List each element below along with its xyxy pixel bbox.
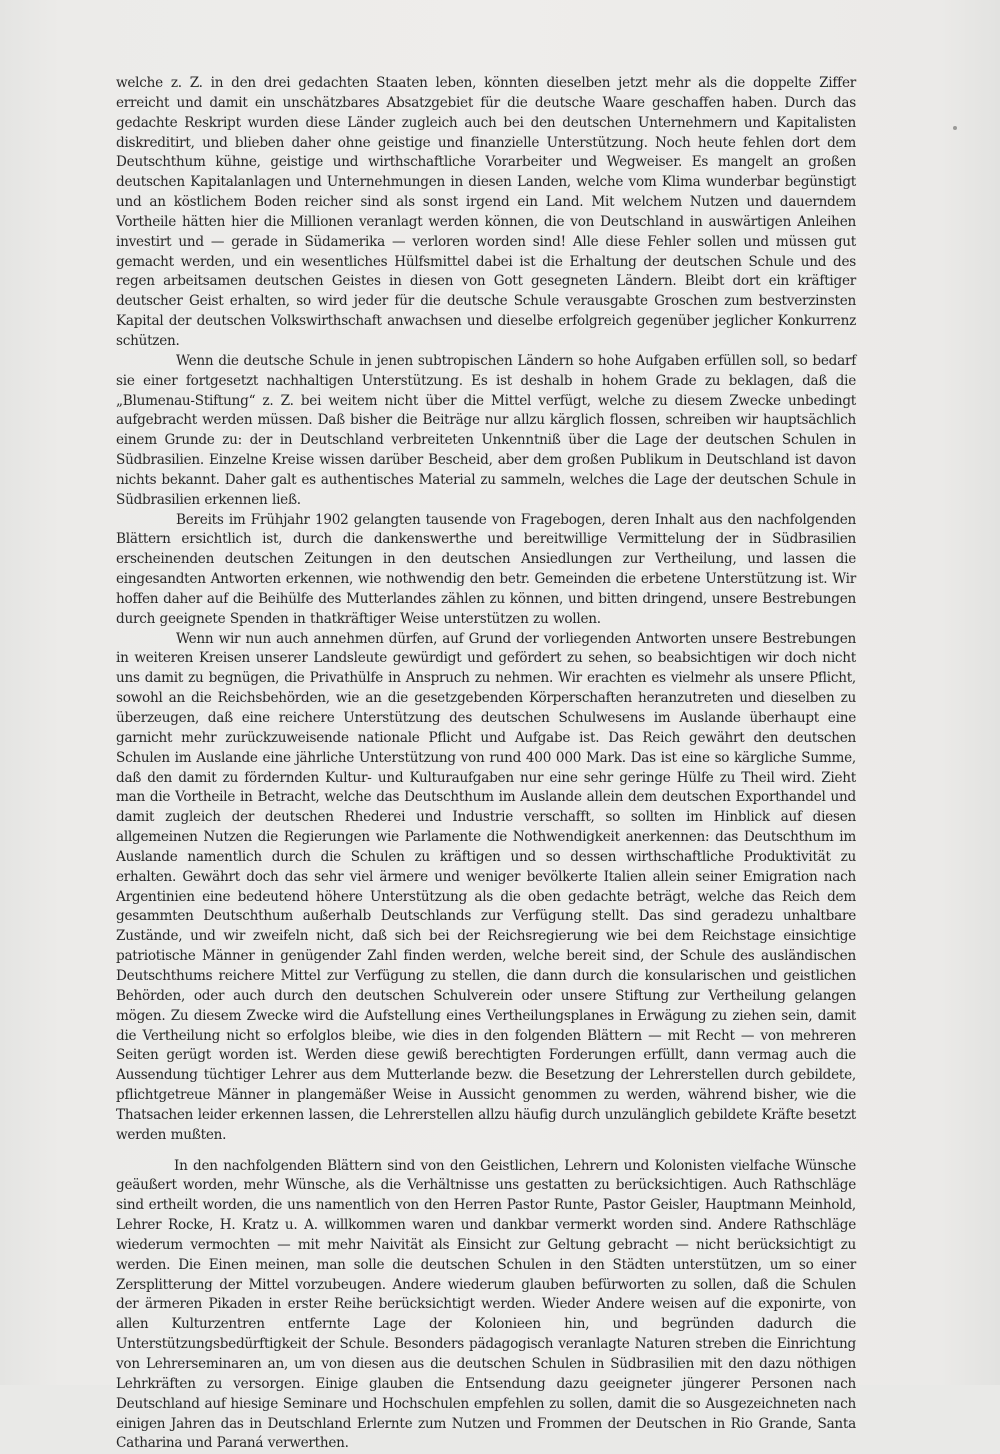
paragraph-wuensche: In den nachfolgenden Blättern sind von den Geistlichen, Lehrern und Kolonisten vielfache Wünsche geäußert worden, mehr Wünsche, als die Verhältnisse uns gestatten zu berücksichtigen. Auch Rathschläge sind ertheilt worden, die uns namentlich von den Herren Pastor Runte, Pastor Geisler, Hauptmann Meinhold, Lehrer Rocke, H. Kratz u. A. willkommen waren und dankbar vermerkt worden sind. Andere Rathschläge wiederum vermochten — mit mehr Naivität als Einsicht zur Geltung gebracht — nicht berücksichtigt zu werden. Die Einen meinen, man solle die deutschen Schulen in den Städten unterstützen, um so einer Zersplitterung der Mittel vorzubeugen. Andere wiederum glauben befürworten zu sollen, daß die Schulen der ärmeren Pikaden in erster Reihe berücksichtigt werden. Wieder Andere weisen auf die exponirte, von allen Kulturzentren entfernte Lage der Kolonieen hin, und begründen dadurch die Unterstützungsbedürftigkeit der Schule. Besonders pädagogisch veranlagte Naturen streben die Einrichtung von Lehrerseminaren an, um von diesen aus die deutschen Schulen in Südbrasilien mit den dazu nöthigen Lehrkräften zu versorgen. Einige glauben die Entsendung dazu geeigneter jüngerer Personen nach Deutschland auf hiesige Seminare und Hochschulen empfehlen zu sollen, damit die so Ausgezeichneten nach einigen Jahren das in Deutschland Erlernte zum Nutzen und Frommen der Deutschen in Rio Grande, Santa Catharina und Paraná verwerthen.	[116, 1157, 856, 1452]
margin-speck	[953, 126, 957, 130]
paragraph-fragebogen: Bereits im Frühjahr 1902 gelangten tausende von Fragebogen, deren Inhalt aus den nachfolgenden Blättern ersichtlich ist, durch die dankenswerthe und bereitwillige Vermittelung der in Südbrasilien erscheinenden deutschen Zeitungen in den deutschen Ansiedlungen zur Vertheilung, und lassen die eingesandten Antworten erkennen, wie nothwendig den betr. Gemeinden die erbetene Unterstützung ist. Wir hoffen daher auf die Beihülfe des Mutterlandes zählen zu können, und bitten dringend, unsere Bestrebungen durch geeignete Spenden in thatkräftiger Weise unterstützen zu wollen.	[116, 511, 856, 627]
paragraph-reichsbehoerden: Wenn wir nun auch annehmen dürfen, auf Grund der vorliegenden Antworten unsere Bestrebungen in weiteren Kreisen unserer Landsleute gewürdigt und gefördert zu sehen, so beabsichtigen wir doch nicht uns damit zu begnügen, die Privathülfe in Anspruch zu nehmen. Wir erachten es vielmehr als unsere Pflicht, sowohl an die Reichsbehörden, wie an die gesetzgebenden Körperschaften heranzutreten und dieselben zu überzeugen, daß eine reichere Unterstützung des deutschen Schulwesens im Auslande überhaupt eine garnicht mehr zurückzuweisende nationale Pflicht und Aufgabe ist. Das Reich gewährt den deutschen Schulen im Auslande eine jährliche Unterstützung von rund 400 000 Mark. Das ist eine so kärgliche Summe, daß den damit zu fördernden Kultur- und Kulturaufgaben nur eine sehr geringe Hülfe zu Theil wird. Zieht man die Vortheile in Betracht, welche das Deutschthum im Auslande allein dem deutschen Exporthandel und damit zugleich der deutschen Rhederei und Industrie verschafft, so sollten im Hinblick auf diesen allgemeinen Nutzen die Regierungen wie Parlamente die Nothwendigkeit anerkennen: das Deutschthum im Auslande namentlich durch die Schulen zu kräftigen und so dessen wirthschaftliche Produktivität zu erhalten. Gewährt doch das sehr viel ärmere und weniger bevölkerte Italien allein seiner Emigration nach Argentinien eine bedeutend höhere Unterstützung als die oben gedachte beträgt, welche das Reich dem gesammten Deutschthum außerhalb Deutschlands zur Verfügung stellt. Das sind geradezu unhaltbare Zustände, und wir zweifeln nicht, daß sich bei der Reichsregierung wie bei dem Reichstage einsichtige patriotische Männer in genügender Zahl finden werden, welche bereit sind, der Schule des ausländischen Deutschthums reichere Mittel zur Verfügung zu stellen, die dann durch die konsularischen und geistlichen Behörden, oder auch durch den deutschen Schulverein oder unsere Stiftung zur Vertheilung gelangen mögen. Zu diesem Zwecke wird die Aufstellung eines Vertheilungsplanes in Erwägung zu ziehen sein, damit die Vertheilung nicht so erfolglos bleibe, wie dies in den folgenden Blättern — mit Recht — von mehreren Seiten gerügt worden ist. Werden diese gewiß berechtigten Forderungen erfüllt, dann vermag auch die Aussendung tüchtiger Lehrer aus dem Mutterlande bezw. die Besetzung der Lehrerstellen durch gebildete, pflichtgetreue Männer in plangemäßer Weise in Aussicht genommen zu werden, während bisher, wie die Thatsachen leider erkennen lassen, die Lehrerstellen allzu häufig durch unzulänglich gebildete Kräfte besetzt werden mußten.	[116, 630, 856, 1143]
paragraph-continuation: welche z. Z. in den drei gedachten Staaten leben, könnten dieselben jetzt mehr als die doppelte Ziffer erreicht und damit ein unschätzbares Absatzgebiet für die deutsche Waare geschaffen haben. Durch das gedachte Reskript wurden diese Länder zugleich auch bei den deutschen Unternehmern und Kapitalisten diskreditirt, und blieben daher ohne geistige und finanzielle Unterstützung. Noch heute fehlen dort dem Deutschthum kühne, geistige und wirthschaftliche Vorarbeiter und Wegweiser. Es mangelt an großen deutschen Kapitalanlagen und Unternehmungen in diesen Landen, welche vom Klima wunderbar begünstigt und an köstlichem Boden reicher sind als sonst irgend ein Land. Mit welchem Nutzen und dauerndem Vortheile hätten hier die Millionen veranlagt werden können, die von Deutschland in auswärtigen Anleihen investirt und — gerade in Südamerika — verloren worden sind! Alle diese Fehler sollen und müssen gut gemacht werden, und ein wesentliches Hülfsmittel dabei ist die Erhaltung der deutschen Schule und des regen arbeitsamen deutschen Geistes in diesen von Gott gesegneten Ländern. Bleibt dort ein kräftiger deutscher Geist erhalten, so wird jeder für die deutsche Schule verausgabte Groschen zum bestverzinsten Kapital der deutschen Volkswirthschaft anwachsen und dieselbe erfolgreich gegenüber jeglicher Konkurrenz schützen.	[116, 75, 856, 349]
body-text	[116, 74, 856, 1454]
paragraph-deutsche-schule: Wenn die deutsche Schule in jenen subtropischen Ländern so hohe Aufgaben erfüllen soll, so bedarf sie einer fortgesetzt nachhaltigen Unterstützung. Es ist deshalb in hohem Grade zu beklagen, daß die „Blumenau-Stiftung“ z. Z. bei weitem nicht über die Mittel verfügt, welche zu diesem Zwecke unbedingt aufgebracht werden müssen. Daß bisher die Beiträge nur allzu kärglich flossen, schreiben wir hauptsächlich einem Grunde zu: der in Deutschland verbreiteten Unkenntniß über die Lage der deutschen Schulen in Südbrasilien. Einzelne Kreise wissen darüber Bescheid, aber dem großen Publikum in Deutschland ist davon nichts bekannt. Daher galt es authentisches Material zu sammeln, welches die Lage der deutschen Schule in Südbrasilien erkennen ließ.	[116, 352, 856, 508]
